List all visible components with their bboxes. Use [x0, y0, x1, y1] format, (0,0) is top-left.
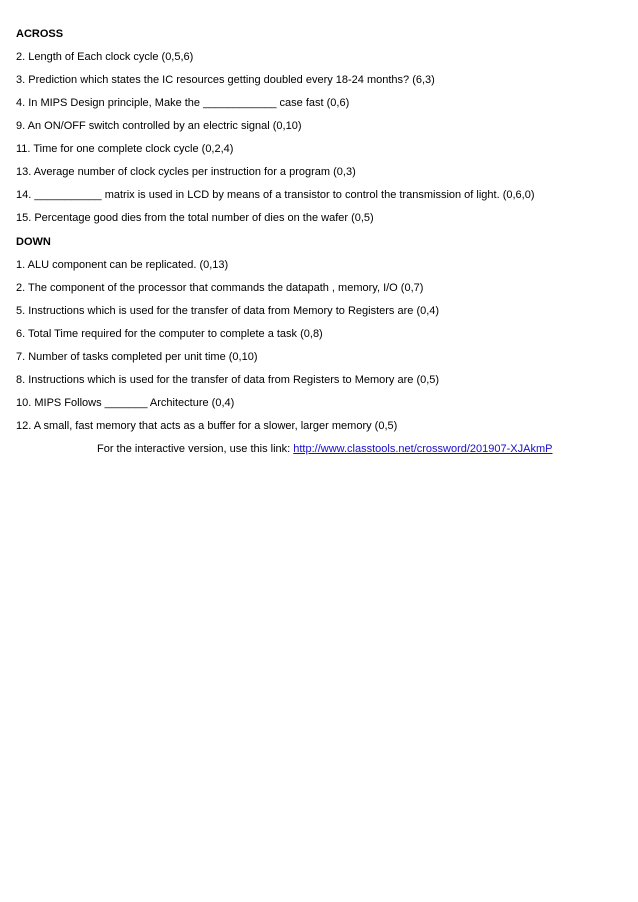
across-clue: 4. In MIPS Design principle, Make the ____________ case fast (0,6) [16, 97, 350, 109]
down-clue: 2. The component of the processor that commands the datapath , memory, I/O (0,7) [16, 282, 424, 294]
across-heading: ACROSS [16, 28, 64, 40]
down-clue: 8. Instructions which is used for the transfer of data from Registers to Memory are (0,5) [16, 374, 440, 386]
down-clue: 6. Total Time required for the computer to complete a task (0,8) [16, 328, 323, 340]
down-clue: 12. A small, fast memory that acts as a buffer for a slower, larger memory (0,5) [16, 420, 398, 432]
crossword-link[interactable]: http://www.classtools.net/crossword/201907-XJAkmP [293, 443, 553, 455]
down-heading: DOWN [16, 236, 51, 248]
down-clue: 5. Instructions which is used for the transfer of data from Memory to Registers are (0,4) [16, 305, 440, 317]
across-clue: 15. Percentage good dies from the total number of dies on the wafer (0,5) [16, 212, 374, 224]
footer-text: For the interactive version, use this link: [97, 443, 294, 455]
across-clue: 11. Time for one complete clock cycle (0,2,4) [16, 143, 234, 155]
across-clue: 2. Length of Each clock cycle (0,5,6) [16, 51, 194, 63]
across-clue: 13. Average number of clock cycles per instruction for a program (0,3) [16, 166, 356, 178]
down-clue: 1. ALU component can be replicated. (0,13) [16, 259, 229, 271]
across-clue: 14. ___________ matrix is used in LCD by means of a transistor to control the transmission of light. (0,6,0) [16, 189, 535, 201]
down-clue: 7. Number of tasks completed per unit time (0,10) [16, 351, 258, 363]
across-clue: 3. Prediction which states the IC resources getting doubled every 18-24 months? (6,3) [16, 74, 435, 86]
across-clue: 9. An ON/OFF switch controlled by an electric signal (0,10) [16, 120, 302, 132]
interactive-version-note [97, 442, 552, 456]
down-clue: 10. MIPS Follows _______ Architecture (0,4) [16, 397, 235, 409]
